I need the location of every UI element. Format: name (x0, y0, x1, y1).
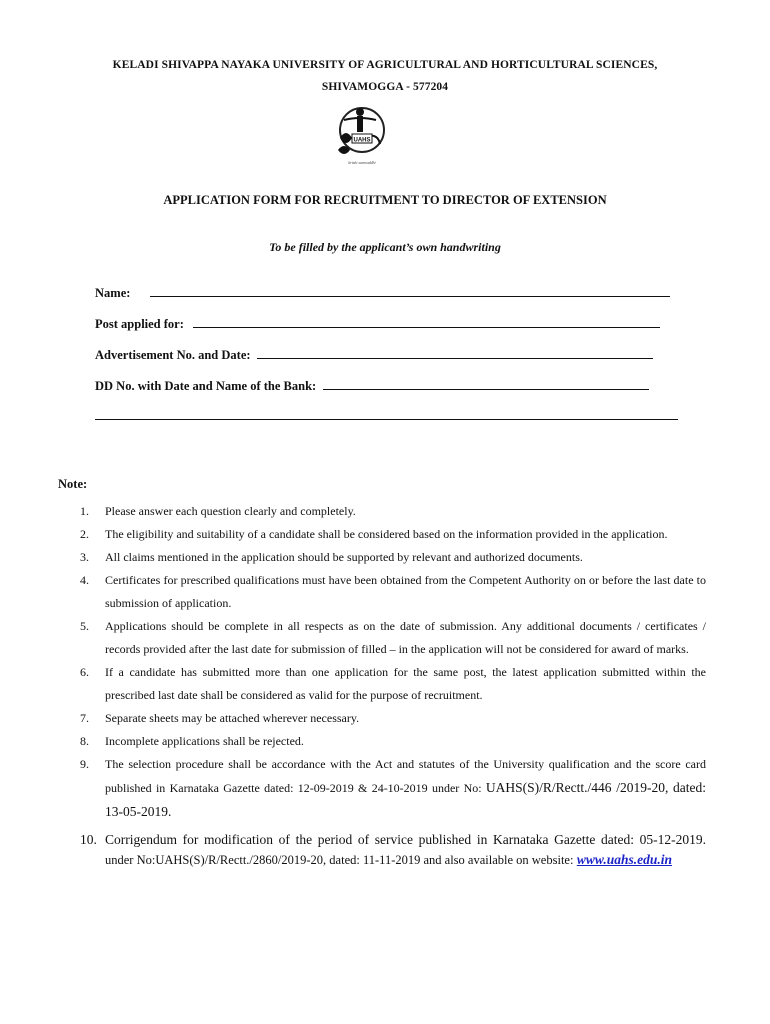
svg-text:UAHS: UAHS (353, 137, 371, 144)
name-field[interactable] (95, 285, 670, 301)
note-item: 4. Certificates for prescribed qualifications must have been obtained from the Competent Authority on or before the last date to submission of application. (80, 573, 706, 610)
notes-list (80, 500, 706, 870)
note-item: 1. Please answer each question clearly and completely. (80, 504, 356, 518)
advertisement-field[interactable] (95, 347, 653, 363)
note-label: Note: (58, 477, 88, 491)
note-item: 3. All claims mentioned in the application should be supported by relevant and authorized documents. (80, 550, 583, 564)
university-name: KELADI SHIVAPPA NAYAKA UNIVERSITY OF AGRICULTURAL AND HORTICULTURAL SCIENCES, (112, 59, 658, 71)
note-item: 6. If a candidate has submitted more than one application for the same post, the latest application submitted within the prescribed last date shall be considered as valid for the purpose of recruitment. (80, 665, 706, 702)
note-item: 7. Separate sheets may be attached wherever necessary. (80, 711, 360, 725)
post-input-line[interactable] (193, 316, 660, 328)
dd-label: DD No. with Date and Name of the Bank: (95, 379, 317, 393)
university-address: SHIVAMOGGA - 577204 (321, 81, 449, 93)
dd-input-line[interactable] (323, 378, 649, 390)
website-link[interactable]: www.uahs.edu.in (576, 852, 672, 867)
dd-continuation-line[interactable] (95, 419, 678, 420)
name-label: Name: (95, 286, 131, 300)
name-input-line[interactable] (150, 285, 670, 297)
dd-field[interactable] (95, 378, 649, 394)
note-item: 2. The eligibility and suitability of a candidate shall be considered based on the information provided in the application. (80, 527, 668, 541)
post-field[interactable] (95, 316, 660, 332)
advertisement-label: Advertisement No. and Date: (95, 348, 251, 362)
advertisement-input-line[interactable] (257, 347, 653, 359)
form-subtitle: To be filled by the applicant’s own handwriting (269, 240, 501, 254)
note-item: 10. Corrigendum for modification of the period of service published in Karnataka Gazette dated: 05-12-2019. under No:UAHS(S)/R/Rectt./2860/2019-20, dated: 11-11-2019 and also available on website: www.uahs.edu.in (80, 832, 706, 867)
form-title: APPLICATION FORM FOR RECRUITMENT TO DIRECTOR OF EXTENSION (163, 193, 607, 207)
post-label: Post applied for: (95, 317, 184, 331)
note-item: 9. The selection procedure shall be accordance with the Act and statutes of the University qualification and the score card published in Karnataka Gazette dated: 12-09-2019 & 24-10-2019 under No: UAHS(S)/R/Rectt./446 /2019-20, dated: 13-05-2019. (80, 757, 707, 819)
university-logo (330, 100, 390, 170)
note-item: 8. Incomplete applications shall be rejected. (80, 734, 304, 748)
note-item: 5. Applications should be complete in all respects as on the date of submission. Any additional documents / certificates / records provided after the last date for submission of filled – in the application will not be considered for award of marks. (80, 619, 706, 656)
svg-text:krishi samruddhi: krishi samruddhi (348, 160, 376, 165)
